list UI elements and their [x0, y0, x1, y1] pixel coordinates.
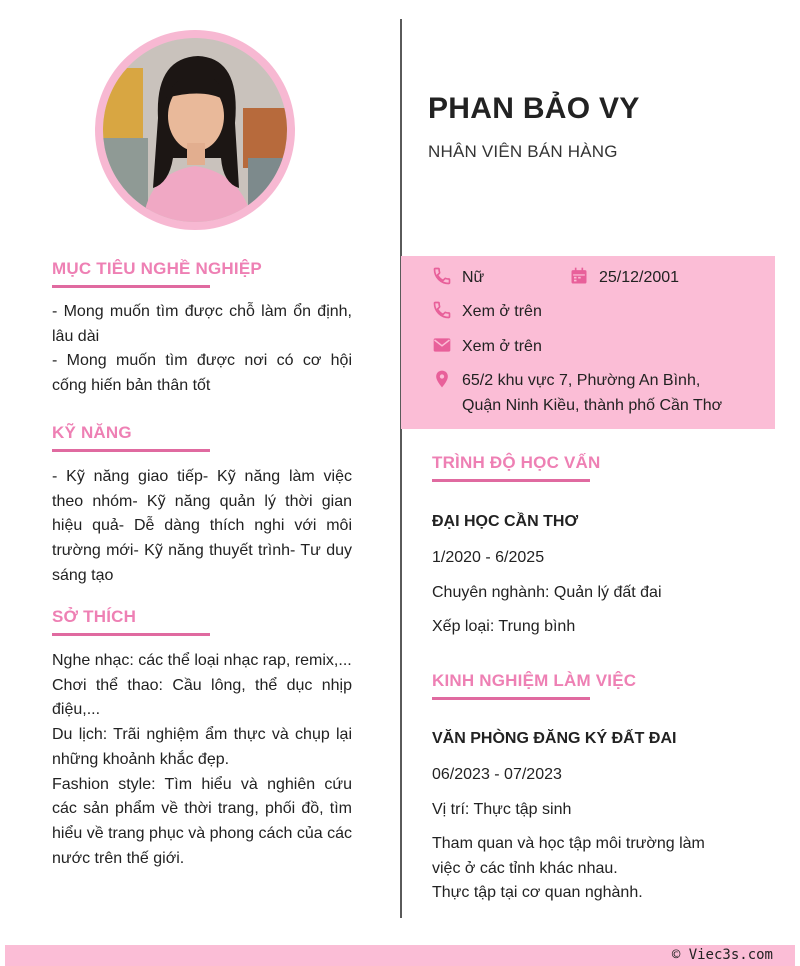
- career-goal-title: MỤC TIÊU NGHỀ NGHIỆP: [52, 259, 262, 278]
- phone-icon: [432, 266, 452, 286]
- experience-position: Vị trí: Thực tập sinh: [432, 801, 572, 818]
- avatar: [103, 38, 287, 222]
- education-period: 1/2020 - 6/2025: [432, 549, 545, 566]
- career-goal-item: - Mong muốn tìm được nơi có cơ hội cống hiến bản thân tốt: [52, 352, 352, 395]
- education-underline: [432, 479, 590, 482]
- gender-value: Nữ: [462, 269, 485, 286]
- experience-desc-line: Tham quan và học tập môi trường làm: [432, 835, 705, 852]
- hobby-item: Nghe nhạc: các thể loại nhạc rap, remix,...: [52, 652, 352, 669]
- hobbies-body: [52, 649, 352, 871]
- school-name: ĐẠI HỌC CẦN THƠ: [432, 513, 579, 530]
- career-goal-section: [52, 259, 352, 288]
- education-section: [432, 453, 772, 482]
- location-pin-icon: [432, 369, 452, 389]
- career-goal-body: [52, 300, 352, 399]
- hobbies-section: [52, 607, 352, 636]
- career-goal-underline: [52, 285, 210, 288]
- skills-underline: [52, 449, 210, 452]
- experience-desc-line: Thực tập tại cơ quan nghành.: [432, 884, 643, 902]
- education-title: TRÌNH ĐỘ HỌC VẤN: [432, 453, 601, 472]
- skills-text: - Kỹ năng giao tiếp- Kỹ năng làm việc theo nhóm- Kỹ năng quản lý thời gian hiệu quả- Dễ dàng thích nghi với môi trường mới- Kỹ năng thuyết trình- Tư duy sáng tạo: [52, 468, 352, 584]
- copyright-text: © Viec3s.com: [671, 947, 773, 963]
- education-rank: Xếp loại: Trung bình: [432, 618, 576, 635]
- phone-value: Xem ở trên: [462, 303, 542, 320]
- phone-icon: [432, 300, 452, 320]
- hobbies-title: SỞ THÍCH: [52, 607, 137, 626]
- hobby-item: Chơi thể thao: Cầu lông, thể dục nhịp điệu,...: [52, 676, 352, 719]
- skills-title: KỸ NĂNG: [52, 423, 132, 442]
- education-major: Chuyên nghành: Quản lý đất đai: [432, 584, 662, 601]
- hobby-item: Fashion style: Tìm hiểu và nghiên cứu các sản phẩm về thời trang, phối đồ, tìm hiểu về trang phục và phong cách của các nước trên thế giới.: [52, 775, 352, 867]
- job-title: NHÂN VIÊN BÁN HÀNG: [428, 142, 618, 161]
- address-line-2: Quận Ninh Kiều, thành phố Cần Thơ: [462, 397, 723, 414]
- avatar-photo: [103, 38, 287, 222]
- birthday-value: 25/12/2001: [599, 269, 680, 286]
- column-divider: [400, 19, 402, 918]
- email-icon: [432, 335, 452, 355]
- company-name: VĂN PHÒNG ĐĂNG KÝ ĐẤT ĐAI: [432, 730, 677, 747]
- avatar-ring: [95, 30, 295, 230]
- contact-panel: [401, 256, 775, 429]
- hobby-item: Du lịch: Trãi nghiệm ẩm thực và chụp lại những khoảnh khắc đẹp.: [52, 726, 352, 768]
- experience-title: KINH NGHIỆM LÀM VIỆC: [432, 671, 637, 690]
- experience-section: [432, 671, 772, 700]
- skills-section: [52, 423, 352, 452]
- calendar-icon: [569, 266, 589, 286]
- career-goal-item: - Mong muốn tìm được chỗ làm ổn định, lâu dài: [52, 303, 352, 345]
- email-value: Xem ở trên: [462, 338, 542, 355]
- experience-description: [432, 832, 772, 906]
- address-line-1: 65/2 khu vực 7, Phường An Bình,: [462, 372, 701, 389]
- hobbies-underline: [52, 633, 210, 636]
- footer-bar: [5, 945, 795, 966]
- experience-underline: [432, 697, 590, 700]
- experience-desc-line: việc ở các tỉnh khác nhau.: [432, 859, 618, 877]
- skills-body: [52, 465, 352, 589]
- experience-period: 06/2023 - 07/2023: [432, 766, 562, 783]
- candidate-name: PHAN BẢO VY: [428, 92, 640, 125]
